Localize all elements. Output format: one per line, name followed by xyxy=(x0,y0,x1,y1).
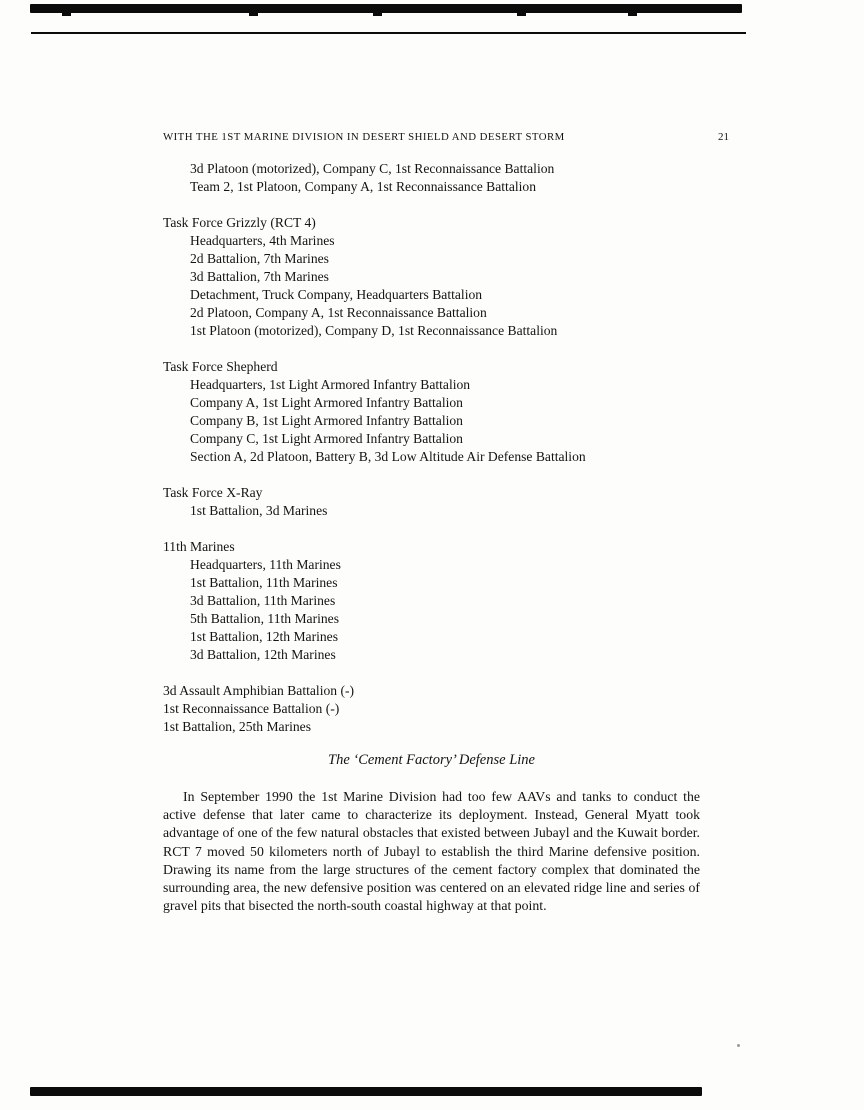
scan-artifact-tick xyxy=(373,13,382,16)
roster-line: Team 2, 1st Platoon, Company A, 1st Reconnaissance Battalion xyxy=(190,179,537,194)
roster-line: 11th Marines xyxy=(163,539,235,554)
roster-line: 3d Assault Amphibian Battalion (-) xyxy=(163,683,355,698)
scan-artifact-tick xyxy=(628,13,637,16)
roster-line: 1st Reconnaissance Battalion (-) xyxy=(163,701,340,716)
body-paragraph: In September 1990 the 1st Marine Division had too few AAVs and tanks to conduct the active defense that later came to characterize its deployment. Instead, General Myatt took advantage of one of the few natural obstacles that existed between Jubayl and the Kuwait border. RCT 7 moved 50 kilometers north of Jubayl to establish the third Marine defensive position. Drawing its name from the large structures of the cement factory complex that dominated the surrounding area, the new defensive position was centered on an elevated ridge line and series of gravel pits that bisected the north-south coastal highway at that point. xyxy=(163,789,700,914)
section-heading: The ‘Cement Factory’ Defense Line xyxy=(328,752,535,768)
roster-line: Company C, 1st Light Armored Infantry Battalion xyxy=(190,431,463,446)
roster-line: Headquarters, 4th Marines xyxy=(190,233,335,248)
scan-artifact-top-rule xyxy=(31,32,746,34)
scan-artifact-bottom-bar xyxy=(30,1087,702,1096)
running-header xyxy=(163,131,729,143)
roster-line: 1st Battalion, 11th Marines xyxy=(190,575,338,590)
scan-artifact-tick xyxy=(62,13,71,16)
scan-artifact-tick xyxy=(249,13,258,16)
roster-line: Headquarters, 1st Light Armored Infantry Battalion xyxy=(190,377,471,392)
roster-line: 5th Battalion, 11th Marines xyxy=(190,611,340,626)
roster-line: 3d Battalion, 12th Marines xyxy=(190,647,336,662)
roster-line: Task Force Grizzly (RCT 4) xyxy=(163,215,316,230)
scan-artifact-top-bar xyxy=(30,4,742,13)
roster-line: Headquarters, 11th Marines xyxy=(190,557,341,572)
roster-line: 3d Platoon (motorized), Company C, 1st Reconnaissance Battalion xyxy=(190,161,555,176)
roster-line: Company B, 1st Light Armored Infantry Battalion xyxy=(190,413,463,428)
roster-line: Company A, 1st Light Armored Infantry Battalion xyxy=(190,395,463,410)
roster-line: Task Force Shepherd xyxy=(163,359,278,374)
roster-line: Detachment, Truck Company, Headquarters Battalion xyxy=(190,287,483,302)
unit-roster xyxy=(163,160,729,736)
roster-line: 2d Platoon, Company A, 1st Reconnaissance Battalion xyxy=(190,305,487,320)
roster-line: Task Force X-Ray xyxy=(163,485,263,500)
page-number: 21 xyxy=(718,131,729,143)
scan-artifact-tick xyxy=(517,13,526,16)
roster-line: 1st Platoon (motorized), Company D, 1st Reconnaissance Battalion xyxy=(190,323,558,338)
roster-line: 1st Battalion, 12th Marines xyxy=(190,629,339,644)
scan-speck xyxy=(737,1044,740,1047)
roster-line: Section A, 2d Platoon, Battery B, 3d Low Altitude Air Defense Battalion xyxy=(190,449,586,464)
roster-line: 3d Battalion, 7th Marines xyxy=(190,269,329,284)
running-header-title: WITH THE 1ST MARINE DIVISION IN DESERT SHIELD AND DESERT STORM xyxy=(163,131,565,143)
roster-line: 3d Battalion, 11th Marines xyxy=(190,593,336,608)
page-content xyxy=(163,131,729,915)
roster-line: 1st Battalion, 3d Marines xyxy=(190,503,328,518)
roster-line: 1st Battalion, 25th Marines xyxy=(163,719,312,734)
roster-line: 2d Battalion, 7th Marines xyxy=(190,251,329,266)
